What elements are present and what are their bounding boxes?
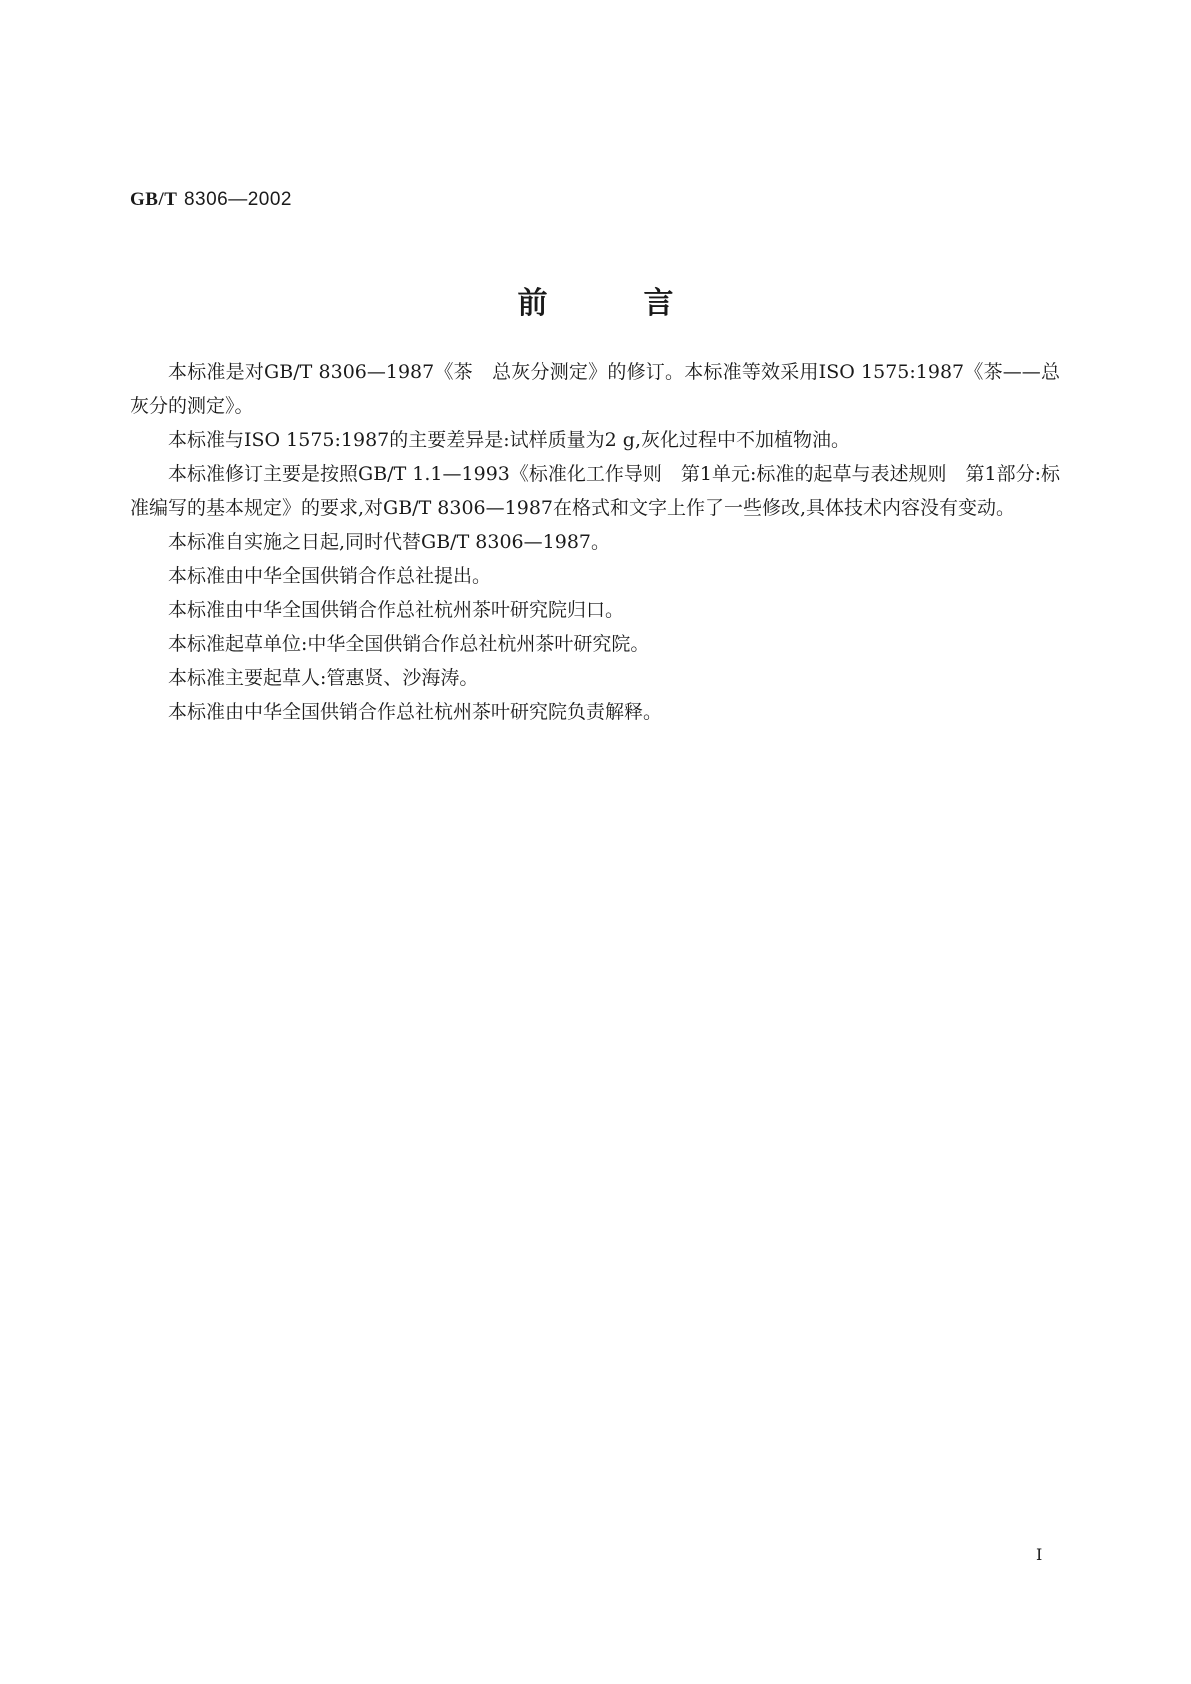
paragraph-interpretation: 本标准由中华全国供销合作总社杭州茶叶研究院负责解释。 [168,701,663,723]
standard-code [130,188,292,211]
paragraph-drafting-unit: 本标准起草单位:中华全国供销合作总社杭州茶叶研究院。 [168,633,650,655]
paragraph-replacement: 本标准自实施之日起,同时代替GB/T 8306—1987。 [168,531,611,553]
page-title: 前言 [517,286,770,321]
standard-code-number: 8306—2002 [183,189,292,210]
paragraph-proposed-by: 本标准由中华全国供销合作总社提出。 [168,565,492,587]
paragraph-centralized-by: 本标准由中华全国供销合作总社杭州茶叶研究院归口。 [168,599,625,621]
foreword-body [130,355,1060,729]
page-number: I [1036,1545,1043,1564]
paragraph-format-changes: 本标准修订主要是按照GB/T 1.1—1993《标准化工作导则 第1单元:标准的起草与表述规则 第1部分:标准编写的基本规定》的要求,对GB/T 8306—1987在格式和文字上作了一些修改,具体技术内容没有变动。 [130,463,1060,519]
paragraph-differences: 本标准与ISO 1575:1987的主要差异是:试样质量为2 g,灰化过程中不加植物油。 [168,429,850,451]
paragraph-drafters: 本标准主要起草人:管惠贤、沙海涛。 [168,667,479,689]
standard-code-prefix: GB/T [130,189,178,210]
paragraph-revision: 本标准是对GB/T 8306—1987《茶 总灰分测定》的修订。本标准等效采用ISO 1575:1987《茶——总灰分的测定》。 [130,361,1060,417]
